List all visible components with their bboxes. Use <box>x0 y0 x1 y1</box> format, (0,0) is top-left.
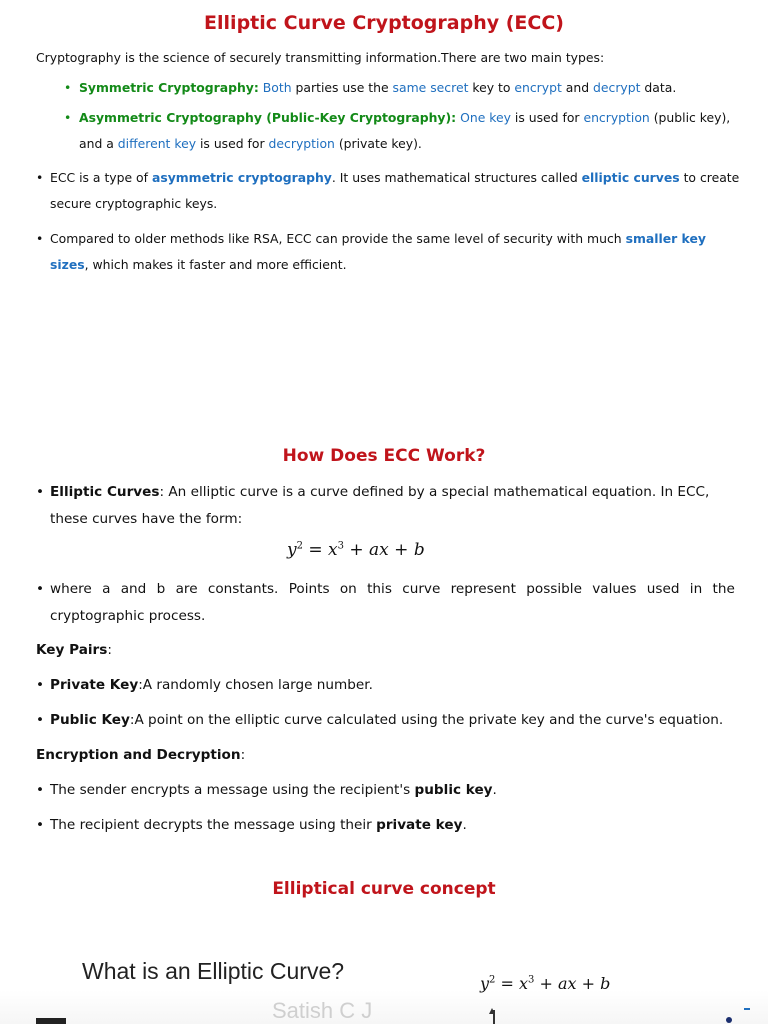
compared-text-2: , which makes it faster and more efficient. <box>84 257 347 272</box>
curves-text-1: : An elliptic curve is a curve defined by a special mathematical equation. In ECC, <box>159 484 710 500</box>
symmetric-item <box>79 75 676 101</box>
slide-point-dot <box>726 1017 732 1023</box>
slide-equation-lhs: y <box>480 974 490 993</box>
slide-equation-eq: = x <box>495 974 529 993</box>
public-key-text: :A point on the elliptic curve calculated using the private key and the curve's equation. <box>129 712 724 728</box>
recipient-text-2: . <box>462 817 467 833</box>
private-key-text: :A randomly chosen large number. <box>138 677 373 693</box>
asymmetric-text-5: (private key). <box>334 136 422 151</box>
ecc-type-text-2: . It uses mathematical structures called <box>331 170 582 185</box>
symmetric-bullet <box>64 75 71 101</box>
asymmetric-text-1: is used for <box>510 110 584 125</box>
compared-word-sizes: sizes <box>50 257 85 272</box>
asymmetric-word-encryption: encryption <box>583 110 650 125</box>
asymmetric-text-4: is used for <box>196 136 269 151</box>
page-title: Elliptic Curve Cryptography (ECC) <box>204 12 564 34</box>
slide-title: What is an Elliptic Curve? <box>82 958 345 984</box>
bullet-dot: • <box>36 170 44 185</box>
slide-arrowhead-icon <box>489 1008 495 1014</box>
symmetric-word-decrypt: decrypt <box>593 80 641 95</box>
public-key-label: Public Key <box>50 712 130 728</box>
symmetric-text-1: parties use the <box>291 80 393 95</box>
section-title-concept: Elliptical curve concept <box>272 879 496 899</box>
equation-lhs: y <box>287 540 297 560</box>
bullet-dot: • <box>36 677 45 693</box>
slide-equation-exp-2: 2 <box>489 974 496 986</box>
equation-exp-3: 3 <box>337 540 344 552</box>
asymmetric-bullet <box>64 105 71 131</box>
symmetric-text-2: key to <box>468 80 515 95</box>
slide-equation-exp-3: 3 <box>528 974 535 986</box>
recipient-private-key: private key <box>376 817 463 833</box>
bullet-dot: • <box>36 581 45 597</box>
where-line2: cryptographic process. <box>50 608 206 624</box>
compared-line2 <box>50 252 347 278</box>
ecc-type-text-3: to create <box>679 170 740 185</box>
asymmetric-text-3: and a <box>79 136 118 151</box>
slide-equation-rest: + ax + b <box>534 974 611 993</box>
symmetric-word-encrypt: encrypt <box>514 80 562 95</box>
ecc-type-text-1: ECC is a type of <box>50 170 152 185</box>
intro-text: Cryptography is the science of securely transmitting information.There are two main types: <box>36 50 605 65</box>
bullet-dot: • <box>36 484 45 500</box>
equation-exp-2: 2 <box>296 540 303 552</box>
private-key-label: Private Key <box>50 677 139 693</box>
encdec-colon: : <box>240 747 246 763</box>
sender-bullet <box>36 777 44 804</box>
bullet-dot: • <box>36 712 45 728</box>
key-pairs-heading <box>36 637 112 664</box>
curves-line1 <box>50 479 709 506</box>
asymmetric-colon: : <box>451 110 457 125</box>
asymmetric-word-one-key: One key <box>460 110 511 125</box>
equation-eq: = x <box>302 540 338 560</box>
recipient-item <box>50 812 467 839</box>
ecc-type-word-elliptic-curves: elliptic curves <box>581 170 680 185</box>
recipient-text-1: The recipient decrypts the message using their <box>50 817 377 833</box>
sender-item <box>50 777 497 804</box>
public-key-item <box>50 707 723 734</box>
where-bullet <box>36 576 44 603</box>
asymmetric-word-different-key: different key <box>117 136 197 151</box>
recipient-bullet <box>36 812 44 839</box>
asymmetric-item-line2 <box>79 131 422 157</box>
private-key-item <box>50 672 373 699</box>
public-key-bullet <box>36 707 44 734</box>
ecc-type-line2: secure cryptographic keys. <box>50 196 218 211</box>
key-pairs-colon: : <box>107 642 112 658</box>
asymmetric-word-decryption: decryption <box>268 136 335 151</box>
bullet-dot: • <box>64 110 72 125</box>
symmetric-text-4: data. <box>640 80 677 95</box>
curves-label: Elliptic Curves <box>50 484 160 500</box>
slide-dash-mark <box>744 1008 750 1010</box>
slide-equation <box>480 974 610 993</box>
symmetric-colon: : <box>253 80 259 95</box>
bullet-dot: • <box>36 817 45 833</box>
section-title-how: How Does ECC Work? <box>282 446 486 466</box>
compared-word-smaller-key: smaller key <box>625 231 706 246</box>
asymmetric-item-line1 <box>79 105 730 131</box>
ecc-type-line1 <box>50 165 739 191</box>
curves-bullet <box>36 479 44 506</box>
compared-bullet <box>36 226 43 252</box>
compared-line1 <box>50 226 706 252</box>
slide-watermark: Satish C J <box>272 998 373 1023</box>
symmetric-label: Symmetric Cryptography <box>79 80 254 95</box>
equation-rest: + ax + b <box>344 540 425 560</box>
asymmetric-label: Asymmetric Cryptography (Public-Key Cryptography) <box>79 110 452 125</box>
bullet-dot: • <box>64 80 72 95</box>
asymmetric-text-2: (public key), <box>649 110 731 125</box>
sender-public-key: public key <box>414 782 493 798</box>
private-key-bullet <box>36 672 44 699</box>
sender-text-2: . <box>492 782 497 798</box>
symmetric-text-3: and <box>561 80 594 95</box>
curves-line2: these curves have the form: <box>50 511 243 527</box>
curve-equation <box>287 540 425 560</box>
ecc-type-bullet <box>36 165 43 191</box>
compared-text-1: Compared to older methods like RSA, ECC can provide the same level of security with much <box>50 231 626 246</box>
encdec-label: Encryption and Decryption <box>36 747 241 763</box>
symmetric-word-same-secret: same secret <box>392 80 469 95</box>
bullet-dot: • <box>36 782 45 798</box>
where-line1: where a and b are constants. Points on this curve represent possible values used in the <box>50 581 735 597</box>
slide-cropped-text <box>36 1018 66 1024</box>
symmetric-word-both: Both <box>262 80 292 95</box>
ecc-type-word-asymmetric: asymmetric cryptography <box>151 170 332 185</box>
encdec-heading <box>36 742 245 769</box>
slide-bottom-shade <box>0 990 768 1024</box>
key-pairs-label: Key Pairs <box>36 642 108 658</box>
sender-text-1: The sender encrypts a message using the recipient's <box>50 782 415 798</box>
concept-slide-image <box>0 930 768 1024</box>
bullet-dot: • <box>36 231 44 246</box>
